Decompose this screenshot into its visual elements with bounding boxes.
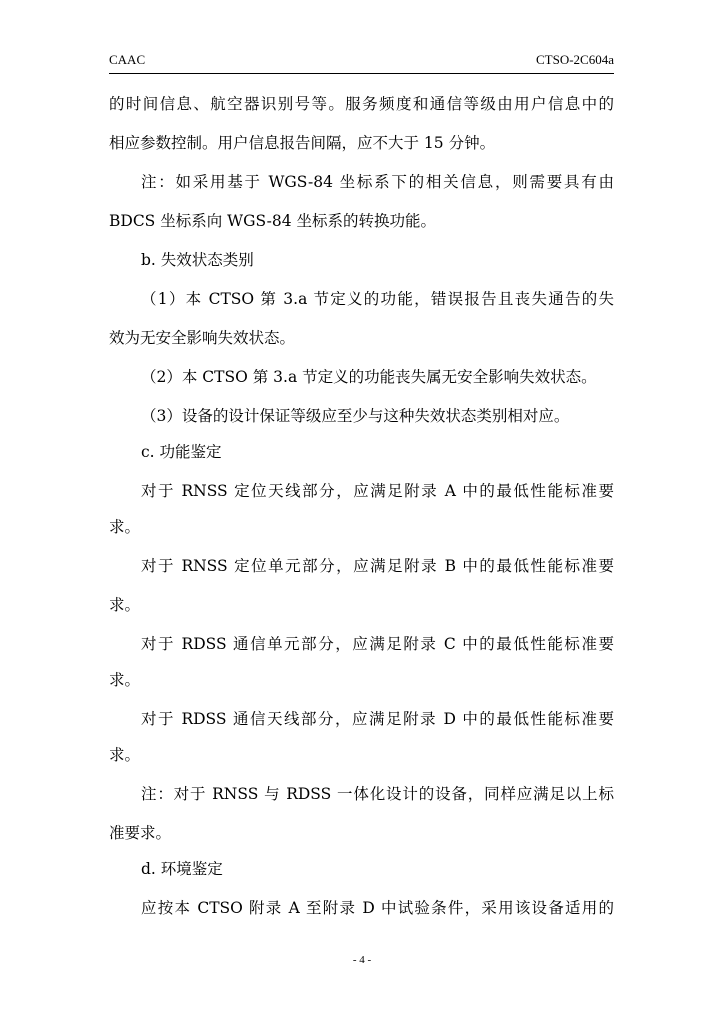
body-line: （1）本 CTSO 第 3.a 节定义的功能，错误报告且丧失通告的失 (141, 290, 614, 308)
body-line: 效为无安全影响失效状态。 (109, 329, 296, 347)
body-line: 对于 RNSS 定位天线部分，应满足附录 A 中的最低性能标准要 (141, 482, 614, 500)
body-line: 对于 RNSS 定位单元部分，应满足附录 B 中的最低性能标准要 (141, 557, 614, 575)
body-line: 求。 (109, 746, 141, 764)
body-line: 注：对于 RNSS 与 RDSS 一体化设计的设备，同样应满足以上标 (141, 785, 614, 803)
header-right: CTSO-2C604a (536, 52, 614, 67)
section-heading: b. 失效状态类别 (141, 251, 254, 269)
body-line: 的时间信息、航空器识别号等。服务频度和通信等级由用户信息中的 (109, 95, 614, 113)
body-line: 注：如采用基于 WGS-84 坐标系下的相关信息，则需要具有由 (141, 173, 614, 191)
body-line: 求。 (109, 671, 141, 689)
body-line: 求。 (109, 518, 141, 536)
body-line: （2）本 CTSO 第 3.a 节定义的功能丧失属无安全影响失效状态。 (141, 368, 597, 386)
body-line: BDCS 坐标系向 WGS-84 坐标系的转换功能。 (109, 212, 437, 230)
page-number: - 4 - (352, 954, 372, 966)
body-line: （3）设备的设计保证等级应至少与这种失效状态类别相对应。 (141, 407, 570, 425)
body-line: 对于 RDSS 通信天线部分，应满足附录 D 中的最低性能标准要 (141, 710, 614, 728)
page-header (109, 52, 614, 68)
body-line: 准要求。 (109, 824, 172, 842)
body-line: 对于 RDSS 通信单元部分，应满足附录 C 中的最低性能标准要 (141, 635, 614, 653)
body-line: 应按本 CTSO 附录 A 至附录 D 中试验条件，采用该设备适用的 (141, 899, 614, 917)
header-left: CAAC (109, 52, 146, 67)
section-heading: c. 功能鉴定 (141, 443, 222, 461)
body-line: 相应参数控制。用户信息报告间隔，应不大于 15 分钟。 (109, 134, 496, 152)
section-heading: d. 环境鉴定 (141, 860, 223, 878)
header-rule (109, 73, 614, 74)
body-line: 求。 (109, 596, 141, 614)
